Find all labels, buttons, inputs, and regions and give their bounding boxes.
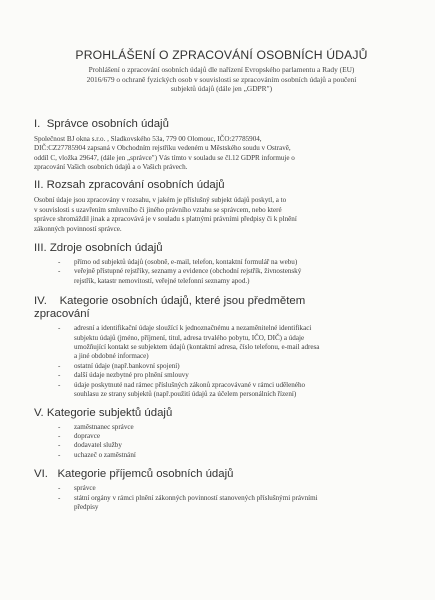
section-title: Správce osobních údajů bbox=[46, 117, 169, 130]
list-item-text: - adresní a identifikační údaje sloužící k jednoznačnému a nezaměnitelné identifikaci bbox=[74, 324, 312, 333]
list-item-text: umožňující kontakt se subjektem údajů (kontaktní adresa, číslo telefonu, e-mail adresa bbox=[74, 343, 320, 352]
section-heading-sources bbox=[34, 242, 409, 255]
intro-line: 2016/679 o ochraně fyzických osob v souvislosti se zpracováním osobních údajů a poučení bbox=[86, 74, 357, 84]
section-title-line: zpracování bbox=[34, 308, 90, 321]
section-number: II. bbox=[34, 179, 44, 192]
scope-paragraph bbox=[34, 196, 409, 234]
data-categories-list bbox=[34, 324, 409, 399]
list-item-text: rejstřík, katastr nemovitostí, veřejné telefonní seznamy apod.) bbox=[74, 276, 250, 285]
list-item-text: - státní orgány v rámci plnění zákonných povinností stanovených příslušnými právními bbox=[74, 493, 318, 502]
list-item bbox=[74, 494, 409, 513]
list-item-text: - dopravce bbox=[74, 431, 100, 440]
list-item-text: - dodavatel služby bbox=[74, 441, 122, 450]
list-item-text: - správce bbox=[74, 484, 96, 493]
section-heading-categories bbox=[34, 295, 409, 321]
section-title: Kategorie subjektů údajů bbox=[46, 406, 173, 419]
list-item bbox=[74, 324, 409, 362]
list-item bbox=[74, 267, 409, 286]
section-title: Kategorie příjemců osobních údajů bbox=[57, 468, 234, 481]
list-item bbox=[74, 423, 409, 432]
section-number: III. bbox=[34, 242, 47, 255]
section-title: Rozsah zpracování osobních údajů bbox=[46, 179, 225, 192]
list-item-text: - údaje poskytnuté nad rámec příslušných zákonů zpracovávané v rámci uděleného bbox=[74, 380, 306, 389]
section-title: Zdroje osobních údajů bbox=[49, 242, 163, 255]
section-number: VI. bbox=[34, 468, 48, 481]
list-item bbox=[74, 451, 409, 460]
intro-line: subjektů údajů (dále jen „GDPR") bbox=[170, 84, 273, 94]
paragraph-line: DIČ:CZ27785904 zapsaná v Obchodním rejstříku vedeném u Městského soudu v Ostravě, bbox=[34, 144, 291, 153]
intro-line: Prohlášení o zpracování osobních údajů dle nařízení Evropského parlamentu a Rady (EU) bbox=[88, 65, 355, 74]
list-item bbox=[74, 381, 409, 400]
paragraph-line: oddíl C, vložka 29647, (dále jen „správce") Vás tímto v souladu se čl.12 GDPR informuje o bbox=[34, 153, 295, 162]
controller-paragraph bbox=[34, 135, 409, 173]
list-item-text: - ostatní údaje (např.bankovní spojení) bbox=[74, 361, 180, 370]
list-item bbox=[74, 371, 409, 380]
sources-list bbox=[34, 258, 409, 286]
list-item bbox=[74, 484, 409, 493]
list-item bbox=[74, 362, 409, 371]
list-item-text: subjektu údajů (jméno, příjmení, titul, adresa trvalého pobytu, IČO, DIČ) a údaje bbox=[74, 333, 305, 342]
paragraph-line: Společnost BJ okna s.r.o. , Sladkovského 53a, 779 00 Olomouc, IČO:27785904, bbox=[34, 134, 262, 143]
section-number: IV. bbox=[34, 295, 47, 308]
paragraph-line: zákonných povinností správce. bbox=[34, 224, 122, 233]
list-item bbox=[74, 258, 409, 267]
paragraph-line: správce shromáždil jinak a zpracovává je v souladu s platnými právními předpisy či k plnění bbox=[34, 215, 297, 224]
section-heading-scope bbox=[34, 179, 409, 192]
list-item bbox=[74, 441, 409, 450]
list-item-text: předpisy bbox=[74, 502, 99, 511]
section-title-line bbox=[34, 295, 409, 308]
document-title: PROHLÁŠENÍ O ZPRACOVÁNÍ OSOBNÍCH ÚDAJŮ bbox=[75, 48, 368, 62]
paragraph-line: Osobní údaje jsou zpracovány v rozsahu, v jakém je příslušný subjekt údajů poskytl, a to bbox=[34, 196, 287, 205]
list-item-text: - přímo od subjektů údajů (osobně, e-mail, telefon, kontaktní formulář na webu) bbox=[74, 258, 298, 267]
section-number: V. bbox=[34, 406, 44, 419]
section-heading-subjects bbox=[34, 407, 409, 420]
subjects-list bbox=[34, 423, 409, 461]
list-item-text: souhlasu ze strany subjektů (např.použití údajů za účelem personálních řízení) bbox=[74, 390, 297, 399]
list-item-text: - veřejně přístupné rejstříky, seznamy a evidence (obchodní rejstřík, živnostenský bbox=[74, 267, 302, 276]
paragraph-line: v souvislosti s uzavřením smluvního či jiného právního vztahu se správcem, nebo které bbox=[34, 205, 282, 214]
section-heading-recipients bbox=[34, 468, 409, 481]
document-intro bbox=[40, 65, 403, 94]
recipients-list bbox=[34, 484, 409, 512]
section-number: I. bbox=[34, 117, 41, 130]
paragraph-line: zpracování Vašich osobních údajů a o Vašich právech. bbox=[34, 163, 188, 171]
list-item bbox=[74, 432, 409, 441]
list-item-text: - další údaje nezbytné pro plnění smlouvy bbox=[74, 371, 189, 380]
list-item-text: a jiné obdobné informace) bbox=[74, 352, 149, 361]
section-title: Kategorie osobních údajů, které jsou předmětem bbox=[59, 295, 306, 308]
list-item-text: - uchazeč o zaměstnání bbox=[74, 450, 136, 459]
list-item-text: - zaměstnanec správce bbox=[74, 422, 134, 431]
section-heading-controller bbox=[34, 118, 409, 131]
